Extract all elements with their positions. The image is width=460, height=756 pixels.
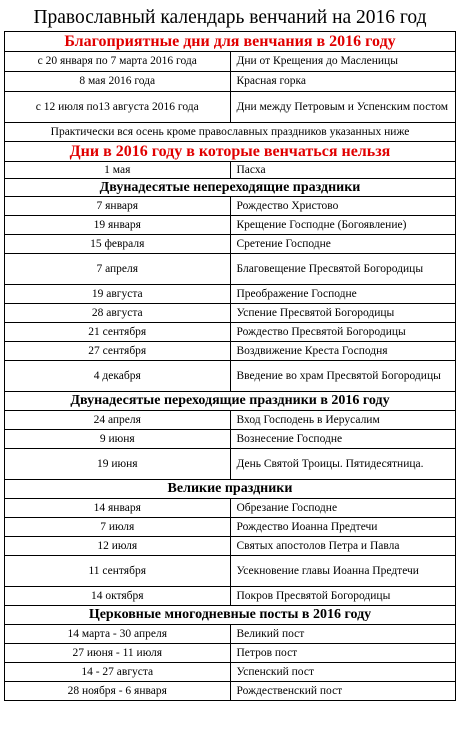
date-cell: с 12 июля по13 августа 2016 года bbox=[5, 92, 231, 123]
table-row bbox=[5, 537, 456, 556]
event-cell: Благовещение Пресвятой Богородицы bbox=[230, 254, 456, 285]
table-row bbox=[5, 499, 456, 518]
table-row bbox=[5, 625, 456, 644]
event-cell: Рождество Христово bbox=[230, 197, 456, 216]
table-row bbox=[5, 72, 456, 92]
page-title: Православный календарь венчаний на 2016 год bbox=[33, 6, 427, 28]
date-cell: 19 июня bbox=[5, 449, 231, 480]
section-header-row bbox=[5, 392, 456, 411]
event-cell: Преображение Господне bbox=[230, 285, 456, 304]
table-row bbox=[5, 587, 456, 606]
event-cell: Рождество Иоанна Предтечи bbox=[230, 518, 456, 537]
table-row bbox=[5, 304, 456, 323]
date-cell: 28 ноября - 6 января bbox=[5, 682, 231, 701]
forbidden-header-row bbox=[5, 142, 456, 162]
date-cell: 12 июля bbox=[5, 537, 231, 556]
date-cell: 14 - 27 августа bbox=[5, 663, 231, 682]
autumn-note: Практически вся осень кроме православных праздников указанных ниже bbox=[5, 123, 456, 142]
date-cell: 19 августа bbox=[5, 285, 231, 304]
date-cell: 19 января bbox=[5, 216, 231, 235]
table-row bbox=[5, 285, 456, 304]
event-cell: Рождество Пресвятой Богородицы bbox=[230, 323, 456, 342]
table-row bbox=[5, 235, 456, 254]
table-row bbox=[5, 254, 456, 285]
wedding-calendar-page bbox=[4, 4, 456, 701]
section-title: Церковные многодневные посты в 2016 году bbox=[5, 606, 456, 625]
section-title: Двунадесятые непереходящие праздники bbox=[5, 179, 456, 197]
event-cell: Воздвижение Креста Господня bbox=[230, 342, 456, 361]
event-cell: Святых апостолов Петра и Павла bbox=[230, 537, 456, 556]
table-row bbox=[5, 518, 456, 537]
event-cell: Крещение Господне (Богоявление) bbox=[230, 216, 456, 235]
date-cell: 24 апреля bbox=[5, 411, 231, 430]
event-cell: Успение Пресвятой Богородицы bbox=[230, 304, 456, 323]
date-cell: 27 июня - 11 июля bbox=[5, 644, 231, 663]
date-cell: 15 февраля bbox=[5, 235, 231, 254]
table-row bbox=[5, 92, 456, 123]
table-row bbox=[5, 323, 456, 342]
event-cell: Дни между Петровым и Успенским постом bbox=[230, 92, 456, 123]
table-row bbox=[5, 556, 456, 587]
table-row bbox=[5, 52, 456, 72]
table-row bbox=[5, 682, 456, 701]
event-cell: Успенский пост bbox=[230, 663, 456, 682]
table-row bbox=[5, 216, 456, 235]
event-cell: Введение во храм Пресвятой Богородицы bbox=[230, 361, 456, 392]
calendar-table bbox=[4, 4, 456, 701]
date-cell: 14 октября bbox=[5, 587, 231, 606]
event-cell: Красная горка bbox=[230, 72, 456, 92]
note-row bbox=[5, 123, 456, 142]
event-cell: Обрезание Господне bbox=[230, 499, 456, 518]
section-title: Двунадесятые переходящие праздники в 2016 году bbox=[5, 392, 456, 411]
section-title: Великие праздники bbox=[5, 480, 456, 499]
section-header-row bbox=[5, 179, 456, 197]
date-cell: 7 июля bbox=[5, 518, 231, 537]
table-row bbox=[5, 644, 456, 663]
table-row bbox=[5, 361, 456, 392]
date-cell: 14 марта - 30 апреля bbox=[5, 625, 231, 644]
date-cell: 27 сентября bbox=[5, 342, 231, 361]
date-cell: с 20 января по 7 марта 2016 года bbox=[5, 52, 231, 72]
event-cell: Покров Пресвятой Богородицы bbox=[230, 587, 456, 606]
event-cell: Сретение Господне bbox=[230, 235, 456, 254]
date-cell: 8 мая 2016 года bbox=[5, 72, 231, 92]
date-cell: 14 января bbox=[5, 499, 231, 518]
event-cell: Пасха bbox=[230, 162, 456, 179]
event-cell: Вход Господень в Иерусалим bbox=[230, 411, 456, 430]
date-cell: 21 сентября bbox=[5, 323, 231, 342]
table-row bbox=[5, 449, 456, 480]
date-cell: 4 декабря bbox=[5, 361, 231, 392]
date-cell: 9 июня bbox=[5, 430, 231, 449]
section-header-row bbox=[5, 480, 456, 499]
date-cell: 7 апреля bbox=[5, 254, 231, 285]
event-cell: Рождественский пост bbox=[230, 682, 456, 701]
event-cell: Усекновение главы Иоанна Предтечи bbox=[230, 556, 456, 587]
date-cell: 7 января bbox=[5, 197, 231, 216]
favorable-header-row bbox=[5, 32, 456, 52]
table-row bbox=[5, 342, 456, 361]
forbidden-header: Дни в 2016 году в которые венчаться нельзя bbox=[5, 142, 456, 162]
table-row bbox=[5, 162, 456, 179]
title-row bbox=[5, 4, 456, 32]
event-cell: Петров пост bbox=[230, 644, 456, 663]
event-cell: Дни от Крещения до Масленицы bbox=[230, 52, 456, 72]
table-row bbox=[5, 430, 456, 449]
event-cell: Вознесение Господне bbox=[230, 430, 456, 449]
table-row bbox=[5, 411, 456, 430]
favorable-header: Благоприятные дни для венчания в 2016 году bbox=[5, 32, 456, 52]
event-cell: Великий пост bbox=[230, 625, 456, 644]
section-header-row bbox=[5, 606, 456, 625]
event-cell: День Святой Троицы. Пятидесятница. bbox=[230, 449, 456, 480]
date-cell: 1 мая bbox=[5, 162, 231, 179]
date-cell: 11 сентября bbox=[5, 556, 231, 587]
date-cell: 28 августа bbox=[5, 304, 231, 323]
table-row bbox=[5, 197, 456, 216]
table-row bbox=[5, 663, 456, 682]
